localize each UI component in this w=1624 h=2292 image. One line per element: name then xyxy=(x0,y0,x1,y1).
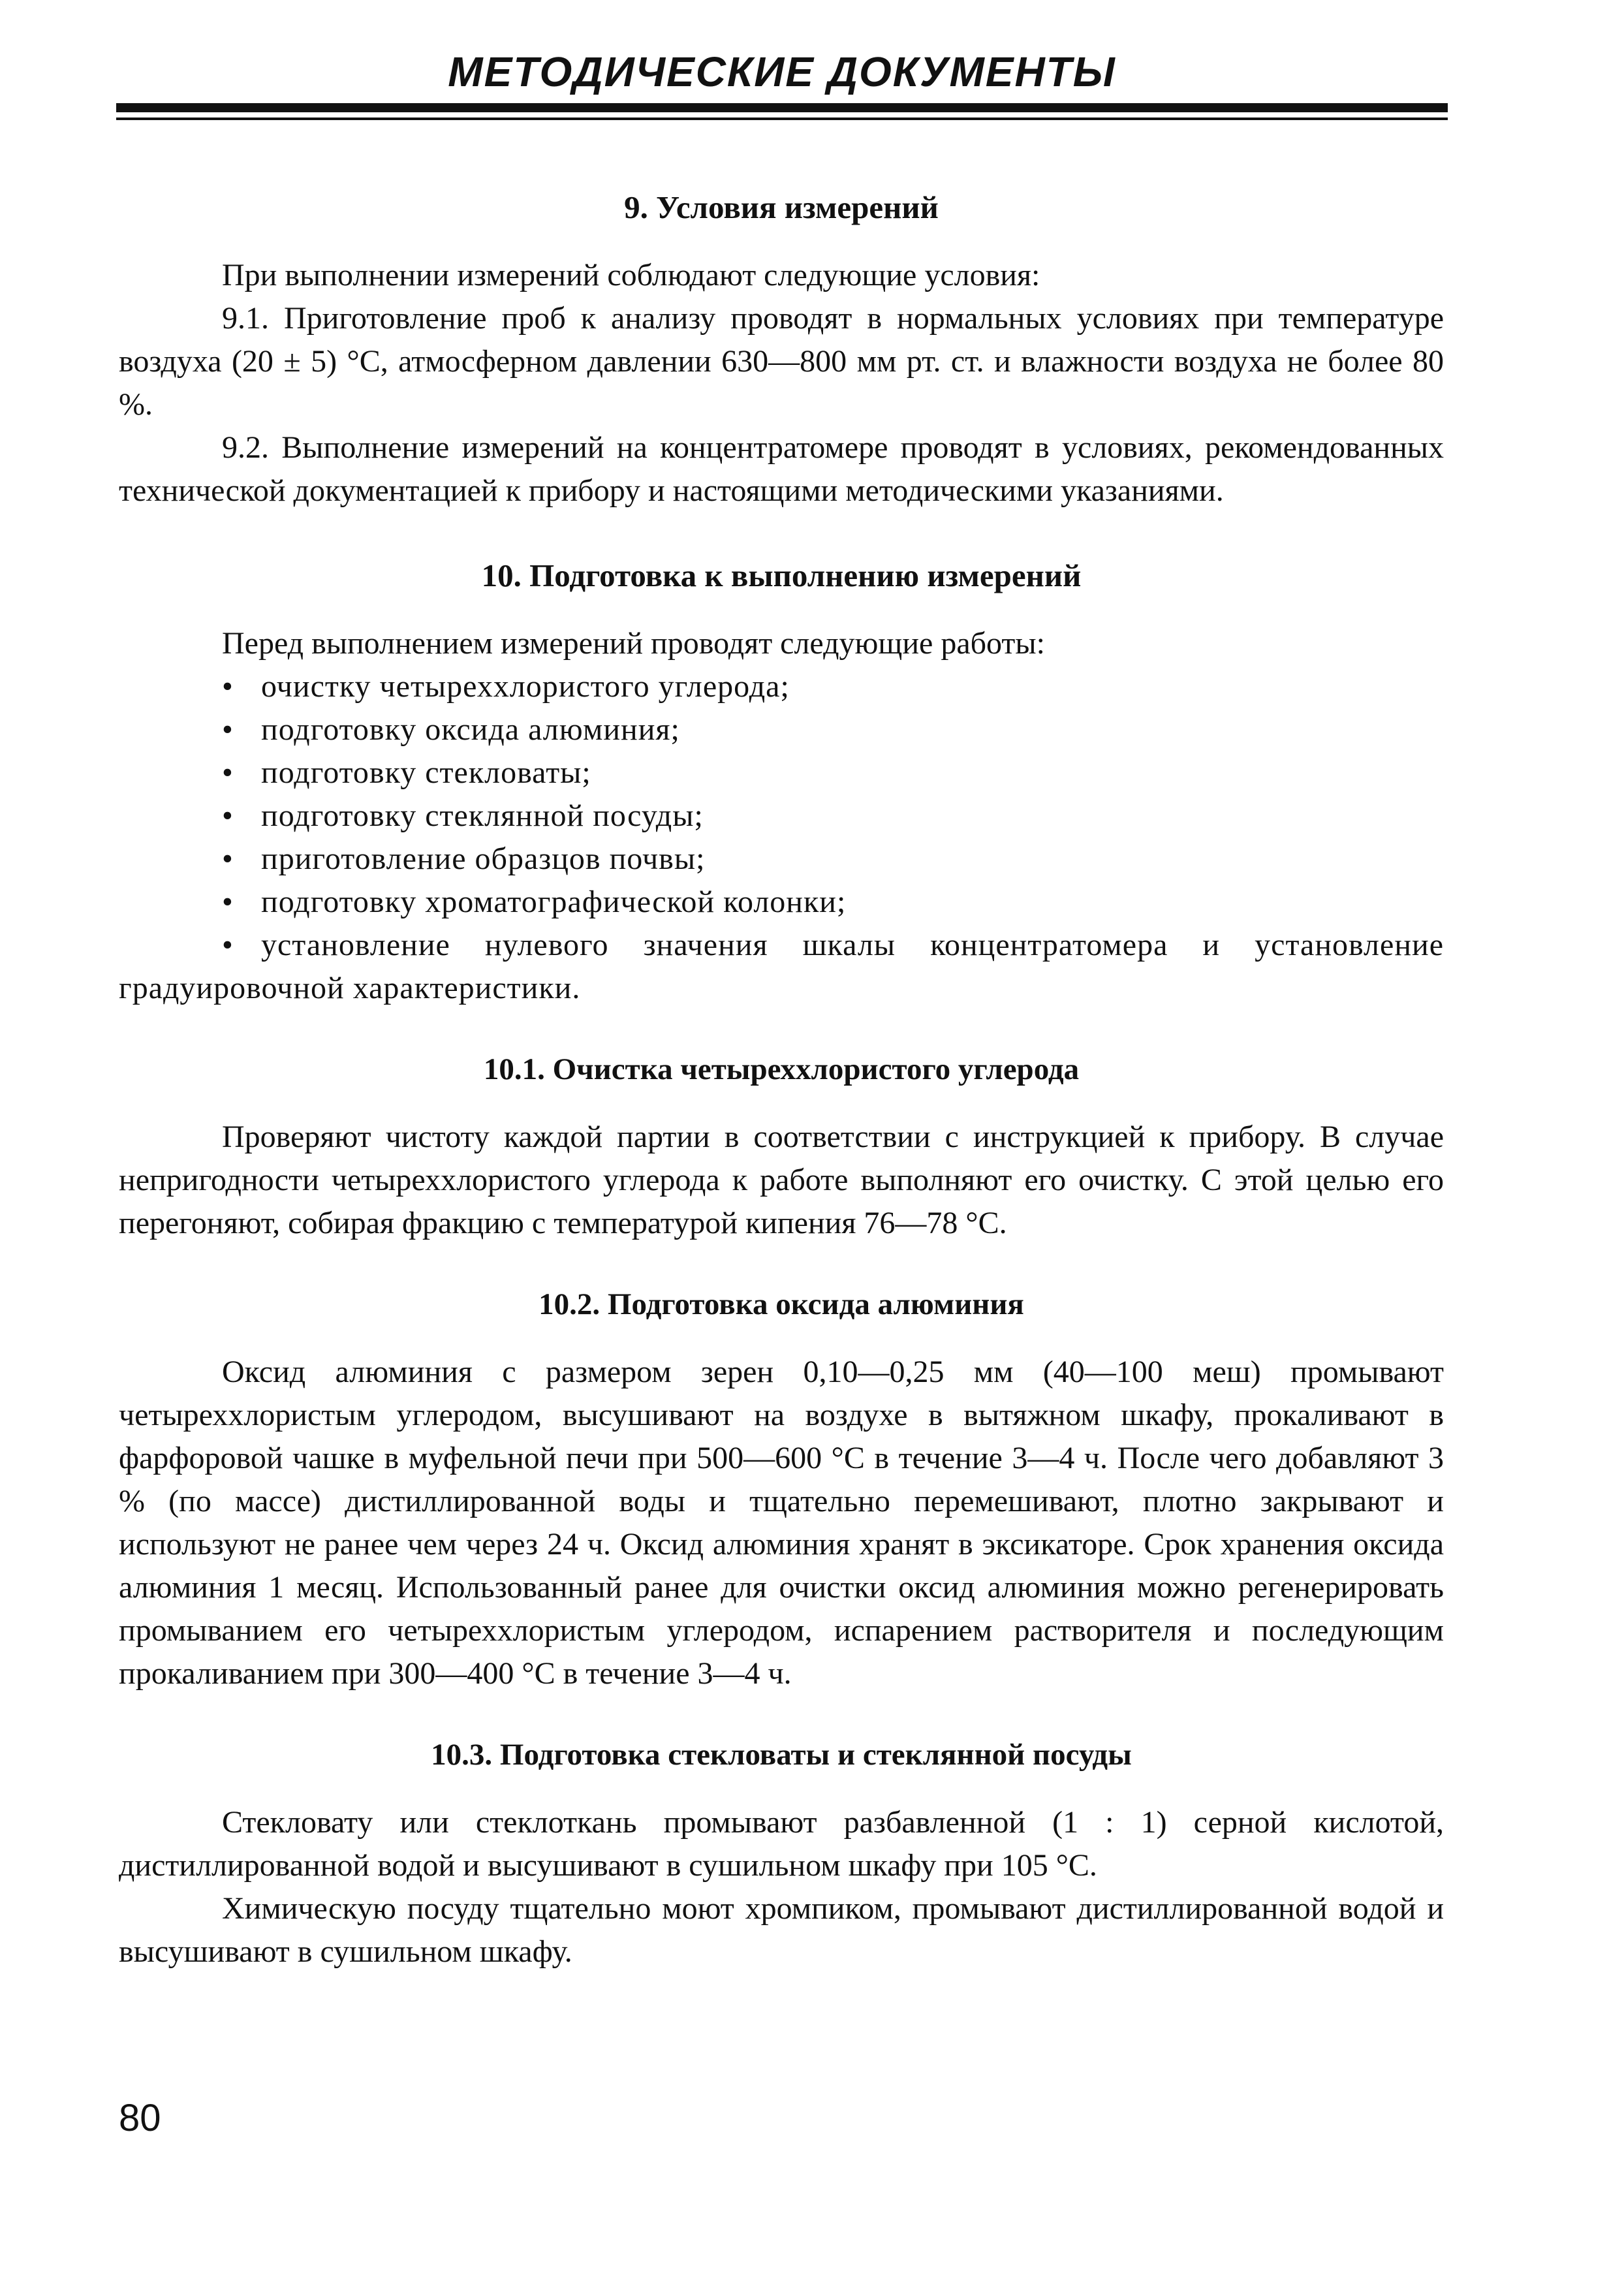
list-item xyxy=(119,881,1444,924)
section-10-2-title: 10.2. Подготовка оксида алюминия xyxy=(539,1287,1024,1321)
list-item-text: подготовку стеклянной посуды; xyxy=(261,798,704,833)
section-10-3-paragraph-1: Стекловату или стеклоткань промывают разбавленной (1 : 1) серной кислотой, дистиллированной водой и высушивают в сушильном шкафу при 105 °С. xyxy=(119,1805,1444,1883)
section-10-3-paragraph-2: Химическую посуду тщательно моют хромпиком, промывают дистиллированной водой и высушивают в сушильном шкафу. xyxy=(119,1891,1444,1969)
section-10-3-title: 10.3. Подготовка стекловаты и стеклянной посуды xyxy=(431,1738,1132,1772)
list-item-text: подготовку стекловаты; xyxy=(261,755,591,790)
section-10-1-text: Проверяют чистоту каждой партии в соответствии с инструкцией к прибору. В случае непригодности четыреххлористого углерода к работе выполняют его очистку. С этой целью его перегоняют, собирая фракцию с температурой кипения 76—78 °С. xyxy=(119,1120,1444,1240)
page-content xyxy=(119,186,1444,1973)
list-item xyxy=(119,924,1444,1010)
section-10-title: 10. Подготовка к выполнению измерений xyxy=(481,557,1082,593)
page-number: 80 xyxy=(119,2097,161,2139)
section-9-title: 9. Условия измерений xyxy=(624,189,939,225)
list-item-text: установление нулевого значения шкалы концентратомера и установление градуировочной характеристики. xyxy=(119,928,1444,1005)
section-10-1-title: 10.1. Очистка четыреххлористого углерода xyxy=(483,1052,1080,1086)
section-9-paragraph-2: 9.2. Выполнение измерений на концентратомере проводят в условиях, рекомендованных технической документацией к прибору и настоящими методическими указаниями. xyxy=(119,430,1444,508)
header-rule-thin xyxy=(116,118,1448,120)
list-item xyxy=(119,708,1444,751)
list-item xyxy=(119,751,1444,794)
list-item-text: подготовку оксида алюминия; xyxy=(261,712,680,747)
section-10-intro: Перед выполнением измерений проводят следующие работы: xyxy=(222,626,1045,661)
section-9-intro: При выполнении измерений соблюдают следующие условия: xyxy=(222,258,1040,292)
section-10-2-text: Оксид алюминия с размером зерен 0,10—0,25 мм (40—100 меш) промывают четыреххлористым углеродом, высушивают на воздухе в вытяжном шкафу, прокаливают в фарфоровой чашке в муфельной печи при 500—600 °С в течение 3—4 ч. После чего добавляют 3 % (по массе) дистиллированной воды и тщательно перемешивают, плотно закрывают и используют не ранее чем через 24 ч. Оксид алюминия хранят в эксикаторе. Срок хранения оксида алюминия 1 месяц. Использованный ранее для очистки оксид алюминия можно регенерировать промыванием его четыреххлористым углеродом, испарением растворителя и последующим прокаливанием при 300—400 °С в течение 3—4 ч. xyxy=(119,1355,1444,1691)
work-list xyxy=(119,665,1444,1010)
list-item xyxy=(119,794,1444,838)
list-item xyxy=(119,838,1444,881)
list-item xyxy=(119,665,1444,708)
list-item-text: приготовление образцов почвы; xyxy=(261,841,706,876)
list-item-text: подготовку хроматографической колонки; xyxy=(261,885,847,919)
section-9-paragraph-1: 9.1. Приготовление проб к анализу проводят в нормальных условиях при температуре воздуха (20 ± 5) °С, атмосферном давлении 630—800 мм рт. ст. и влажности воздуха не более 80 %. xyxy=(119,301,1444,422)
list-item-text: очистку четыреххлористого углерода; xyxy=(261,669,790,704)
running-head-title: МЕТОДИЧЕСКИЕ ДОКУМЕНТЫ xyxy=(448,48,1116,95)
header-rule-thick xyxy=(116,103,1448,112)
